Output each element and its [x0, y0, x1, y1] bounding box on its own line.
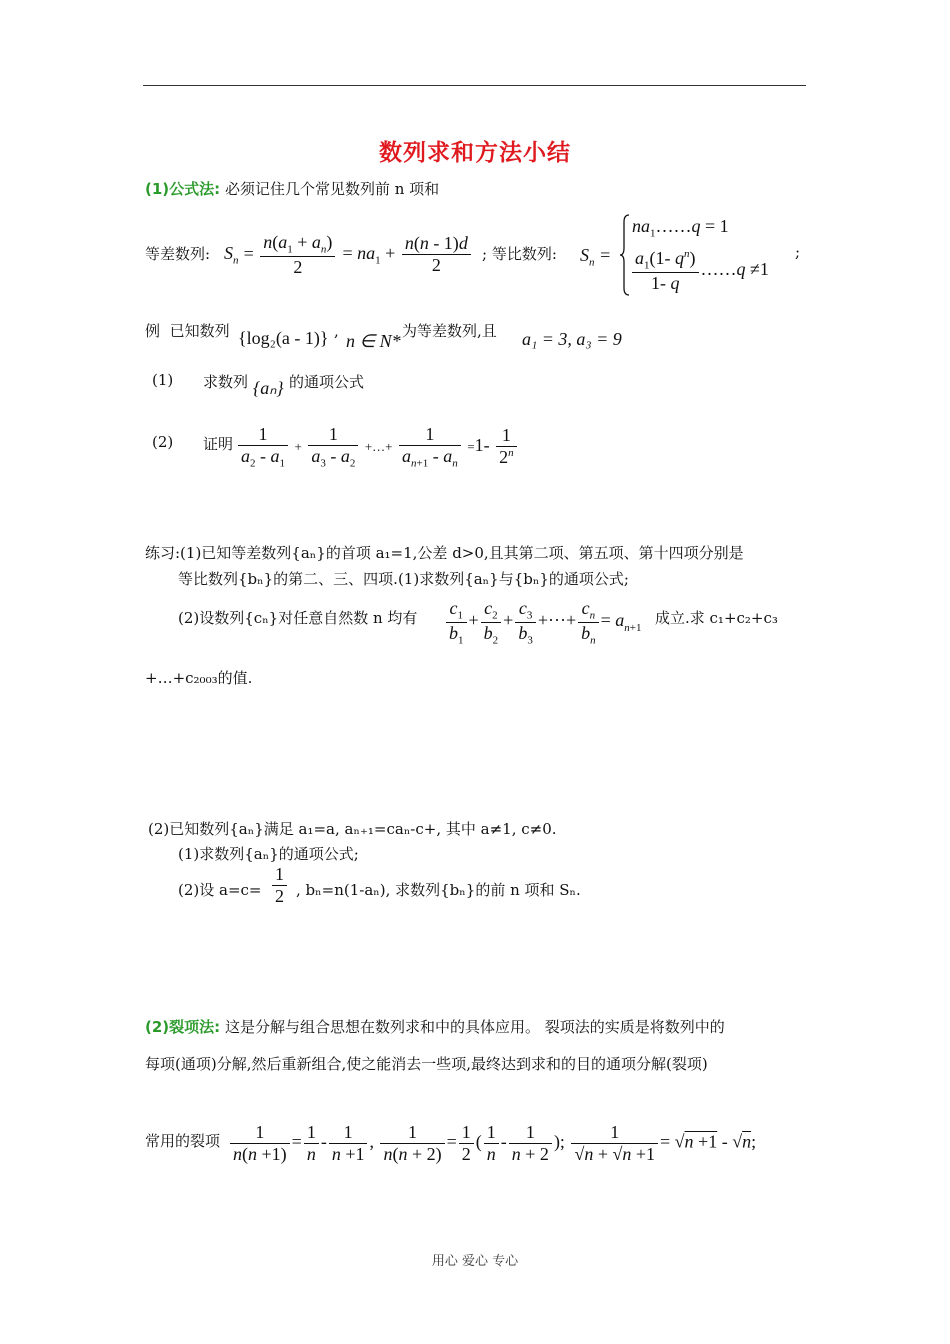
section-1-heading: (1)公式法:	[145, 180, 221, 198]
half-fraction: $\frac{1}{2}$	[270, 864, 289, 907]
geo-case-2: $\frac{a_1(1- q^n)}{1- q}$ ……q ≠1	[630, 248, 769, 294]
section-2-line-2: 每项(通项)分解,然后重新组合,使之能消去一些项,最终达到求和的目的通项分解(裂项)	[145, 1055, 708, 1073]
practice-line-1: 练习:(1)已知等差数列{aₙ}的首项 a₁=1,公差 d>0,且其第二项、第五项、第十四项分别是	[145, 544, 744, 562]
practice-line-2: 等比数列{bₙ}的第二、三、四项.(1)求数列{aₙ}与{bₙ}的通项公式;	[178, 570, 629, 588]
q1-text: 求数列	[203, 373, 249, 391]
q1-seq: {aₙ}	[253, 378, 284, 398]
practice2-line-3a: (2)设 a=c=	[178, 881, 262, 899]
geo-sn: $S_n$ =	[580, 245, 612, 269]
example-comma: ,	[334, 322, 339, 340]
section-2-heading: (2)裂项法:	[145, 1018, 221, 1036]
q1-number: (1)	[152, 371, 174, 389]
practice-line-3a: (2)设数列{cₙ}对任意自然数 n 均有	[178, 609, 418, 627]
arith-formula: $S_n$ = $\frac{n(a_1 + a_n)}{2}$ = $na_1$ + $\frac{n(n - 1)d}{2}$	[224, 232, 473, 278]
q2-number: (2)	[152, 433, 174, 451]
practice-line-3b: 成立.求 c₁+c₂+c₃	[655, 609, 778, 627]
example-seq: {log₂(a - 1)}	[238, 328, 329, 348]
example-text-a: 已知数列	[169, 322, 230, 340]
example-vals: a₁ = 3, a₃ = 9	[522, 329, 622, 349]
practice-line-4: +…+c₂₀₀₃的值.	[145, 669, 253, 687]
example-tag: 例	[145, 322, 161, 340]
geo-label: ; 等比数列:	[482, 245, 557, 263]
section-1-line	[145, 178, 439, 199]
geo-case-1: $na_1\dots\dots q = 1$	[632, 216, 729, 240]
left-brace-icon	[620, 214, 630, 296]
q2-text: 证明	[203, 435, 234, 453]
header-rule	[143, 85, 806, 86]
section-2-text: 这是分解与组合思想在数列求和中的具体应用。 裂项法的实质是将数列中的	[224, 1018, 725, 1036]
q2-formula: $\frac{1}{a_2 - a_1}$ + $\frac{1}{a_3 - a_2}$ +…+ $\frac{1}{a_{n+1} - a_n}$ =1- $\frac{1}{2^n}$	[236, 424, 519, 470]
practice2-line-2: (1)求数列{aₙ}的通项公式;	[178, 845, 359, 863]
geo-semicolon: ;	[795, 243, 801, 261]
section-2-line-1	[145, 1016, 725, 1037]
example-text-b: 为等差数列,且	[402, 322, 497, 340]
practice2-line-3b: , bₙ=n(1-aₙ), 求数列{bₙ}的前 n 项和 Sₙ.	[296, 881, 581, 899]
common-label: 常用的裂项	[145, 1132, 221, 1150]
practice2-line-1: (2)已知数列{aₙ}满足 a₁=a, aₙ₊₁=caₙ-c+, 其中 a≠1, c≠0.	[148, 820, 557, 838]
example-label	[145, 320, 230, 341]
q1-tail: 的通项公式	[289, 373, 365, 391]
footer: 用心 爱心 专心	[431, 1254, 519, 1269]
arith-label: 等差数列:	[145, 245, 211, 263]
example-cond: n ∈ N*	[346, 331, 401, 351]
section-1-intro: 必须记住几个常见数列前 n 项和	[224, 180, 440, 198]
page-title: 数列求和方法小结	[379, 140, 571, 166]
practice-formula: $\frac{c_1}{b_1}$ + $\frac{c_2}{b_2}$ + $\frac{c_3}{b_3}$ +···+ $\frac{c_n}{b_n}$ = $a_{n+1}$	[444, 598, 641, 646]
split-formulas: $\frac{1}{n(n +1)}$ = $\frac{1}{n}$ - $\frac{1}{n +1}$ , $\frac{1}{n(n + 2)}$ = $\frac{1}{2}$ ( $\frac{1}{n}$ - $\frac{1}{n + 2}$ ); $\frac{1}{√n + √n +1}$ = √n +1 - √n;	[228, 1122, 756, 1165]
